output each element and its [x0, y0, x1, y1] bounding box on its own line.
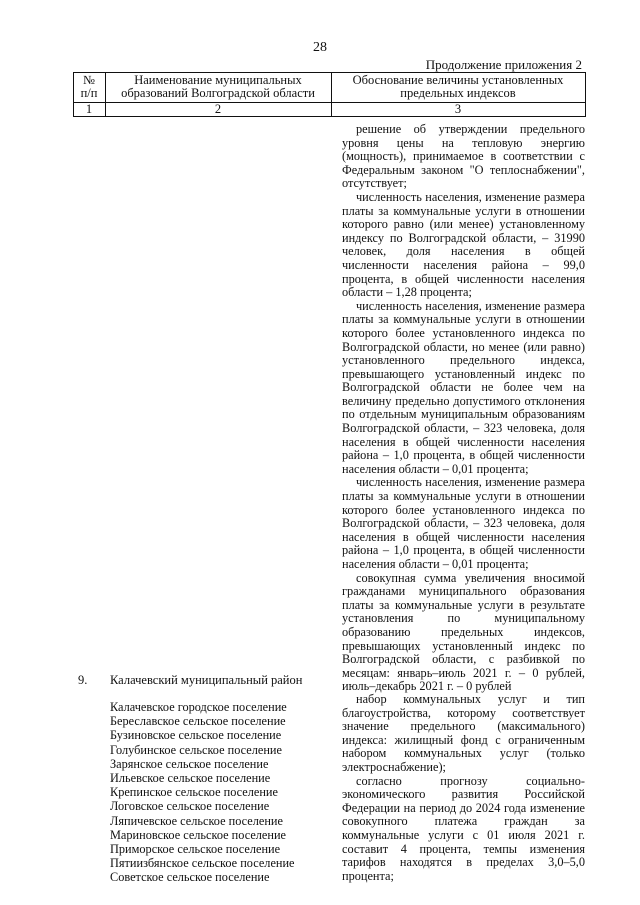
list-item: Голубинское сельское поселение	[110, 742, 282, 757]
list-item: Советское сельское поселение	[110, 870, 270, 885]
list-item: Приморское сельское поселение	[110, 842, 281, 857]
appendix-continuation: Продолжение приложения 2	[425, 57, 582, 72]
list-item: Береславское сельское поселение	[110, 714, 286, 729]
justification-block-1	[342, 123, 585, 694]
paragraph: совокупная сумма увеличения вносимой гражданами муниципального образования платы за коммунальные услуги в результате установления по муниципальному образованию предельных индексов, превышающих установленный индекс по Волгоградской области, с разбивкой по месяцам: январь–июль 2021 г. – 0 рублей, июль–декабрь 2021 г. – 0 рублей	[342, 570, 585, 694]
paragraph: численность населения, изменение размера платы за коммунальные услуги в отношении которого более установленного индекса по Волгоградской области, но менее (или равно) установленного предельного индекса, превышающего установленный индекс по Волгоградской области не более чем на величину предельно допустимого отклонения по отдельным муниципальным образованиям Волгоградской области, – 323 человека, доля населения в общей численности населения района – 1,0 процента, в общей численности населения области – 0,01 процента;	[342, 298, 585, 476]
list-item: Мариновское сельское поселение	[110, 827, 286, 842]
list-item: Логовское сельское поселение	[110, 799, 270, 814]
table-number-row-divider	[73, 116, 585, 117]
list-item: Бузиновское сельское поселение	[110, 728, 282, 743]
paragraph: решение об утверждении предельного уровня цены на тепловую энергию (мощность), принимаемое в соответствии с Федеральным законом "О теплоснабжении", отсутствует;	[342, 122, 585, 191]
justification-block-2	[342, 693, 585, 883]
list-item: Калачевское городское поселение	[110, 700, 287, 714]
column-number-3: 3	[454, 102, 462, 116]
table-right-border	[585, 72, 586, 117]
district-number: 9.	[78, 673, 88, 687]
paragraph: численность населения, изменение размера платы за коммунальные услуги в отношении которого более установленного индекса по Волгоградской области, – 323 человека, доля населения в общей численности населения района – 1,0 процента, в общей численности населения области – 0,01 процента;	[342, 475, 585, 571]
list-item: Ляпичевское сельское поселение	[110, 813, 283, 828]
paragraph: согласно прогнозу социально-экономического развития Российской Федерации на период до 2024 года изменение совокупного платежа граждан за коммунальные услуги с 01 июля 2021 г. составит 4 процента, темпы изменения тарифов находятся в пределах 3,0–5,0 процента;	[342, 773, 585, 883]
page-number: 28	[313, 40, 327, 55]
header-col-number: № п/п	[80, 73, 98, 100]
list-item: Крепинское сельское поселение	[110, 785, 278, 800]
header-col-justification: Обоснование величины установленных предельных индексов	[352, 73, 564, 100]
list-item: Пятиизбянское сельское поселение	[110, 856, 295, 871]
paragraph: численность населения, изменение размера платы за коммунальные услуги в отношении которого равно (или менее) установленному индексу по Волгоградской области, – 31990 человек, доля населения в общей численности населения района – 99,0 процента, в общей численности населения области – 1,28 процента;	[342, 189, 585, 300]
district-name: Калачевский муниципальный район	[110, 673, 303, 687]
list-item: Зарянское сельское поселение	[110, 756, 269, 771]
header-col-municipality: Наименование муниципальных образований Волгоградской области	[121, 73, 315, 100]
settlement-list	[110, 700, 295, 885]
paragraph: набор коммунальных услуг и тип благоустройства, которому соответствует значение предельного (максимального) индекса: жилищный фонд с ограниченным набором коммунальных услуг (только электроснабжение);	[342, 692, 585, 774]
column-number-2: 2	[214, 102, 222, 116]
column-number-1: 1	[85, 102, 93, 116]
list-item: Ильевское сельское поселение	[110, 771, 271, 786]
